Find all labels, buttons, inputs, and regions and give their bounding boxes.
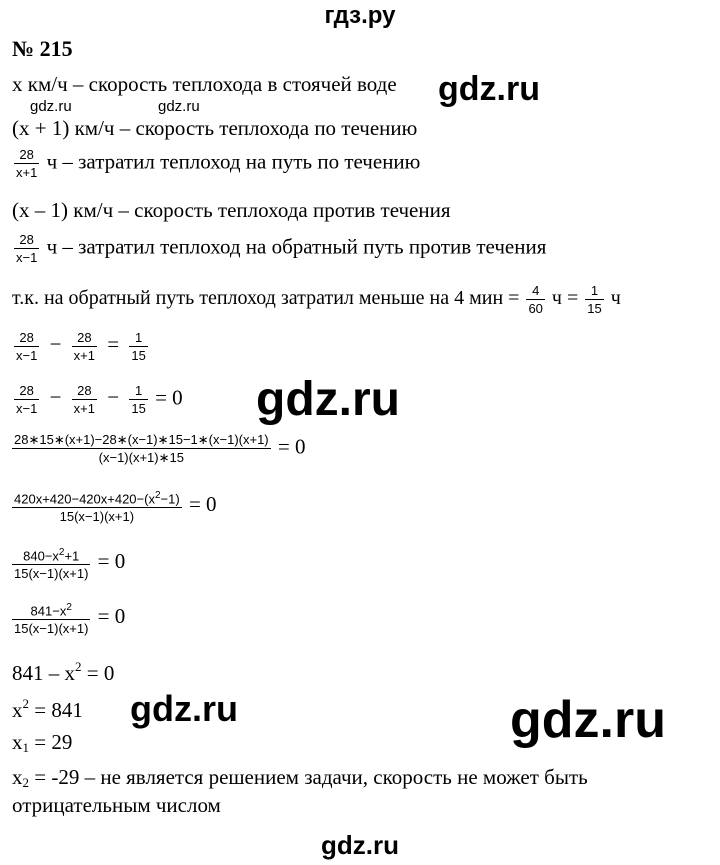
equation-11: отрицательным числом [12, 793, 221, 817]
equation-1: $\frac{28}{x-1}$ − $\frac{28}{x+1}$ = $\frac{1}{15}$ [16, 330, 146, 363]
text-line-4: (x – 1) км/ч – скорость теплохода против течения [12, 198, 451, 222]
equation-2: $\frac{28}{x-1}$ − $\frac{28}{x+1}$ − $\frac{1}{15}$ = 0 [16, 383, 183, 416]
watermark: gdz.ru [438, 70, 540, 108]
equation-4: $\frac{420x+420-420x+420-(x^2-1)}{15(x-1)(x+1)}$ = 0 [14, 490, 217, 525]
fraction: $\frac{4}{60}$ [528, 283, 543, 316]
site-header: гдз.ру [324, 2, 396, 29]
watermark: gdz.ru [256, 373, 400, 426]
text-line-6: т.к. на обратный путь теплоход затратил меньше на 4 мин = $\frac{4}{60}$ ч = $\frac{1}{15}$ ч [12, 283, 621, 316]
problem-number: № 215 [12, 36, 73, 61]
watermark: gdz.ru [321, 830, 399, 860]
text-line-3: $\frac{28}{x+1}$ ч – затратил теплоход на путь по течению [16, 147, 421, 180]
watermark-small: gdz.ru [30, 98, 72, 115]
equation-10: $x_2 = -29$ – не является решением задачи, скорость не может быть [12, 765, 588, 790]
fraction: $\frac{28}{x-1}$ [16, 232, 38, 265]
text-line-1: x км/ч – скорость теплохода в стоячей воде [12, 72, 397, 96]
watermark: gdz.ru [510, 691, 666, 749]
text-line-5: $\frac{28}{x-1}$ ч – затратил теплоход на обратный путь против течения [16, 232, 547, 265]
equation-5: $\frac{840-x^2+1}{15(x-1)(x+1)}$ = 0 [14, 547, 126, 582]
watermark: gdz.ru [130, 688, 238, 729]
watermark-small: gdz.ru [158, 98, 200, 115]
fraction: $\frac{28}{x+1}$ [16, 147, 38, 180]
equation-7: $841 - x^2 = 0$ [12, 659, 115, 685]
equation-8: $x^2 = 841$ [12, 696, 83, 722]
equation-6: $\frac{841-x^2}{15(x-1)(x+1)}$ = 0 [14, 602, 126, 637]
text-line-2: (x + 1) км/ч – скорость теплохода по течению [12, 116, 418, 140]
fraction: $\frac{1}{15}$ [587, 283, 602, 316]
equation-3: $\frac{28∗15∗(x+1)-28∗(x-1)∗15-1∗(x-1)(x+1)}{(x-1)(x+1)∗15}$ = 0 [14, 432, 306, 465]
equation-9: $x_1 = 29$ [12, 730, 73, 755]
